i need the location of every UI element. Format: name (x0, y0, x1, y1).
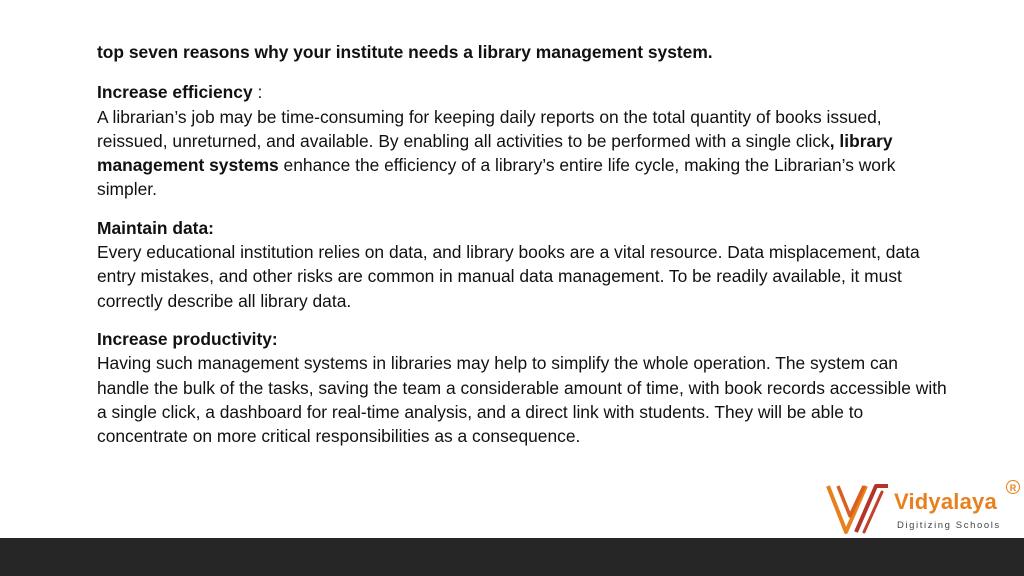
section-maintain-data (97, 216, 947, 313)
section-title: Maintain data: (97, 217, 214, 238)
footer-bar (0, 538, 1024, 576)
brand-tagline: Digitizing Schools (897, 520, 1001, 531)
section-title-suffix: : (252, 82, 263, 103)
section-body-text-end: enhance the efficiency of a library’s entire life cycle, making the Librarian’s work simpler. (97, 155, 896, 200)
section-body (97, 105, 947, 202)
section-body-text: A librarian’s job may be time-consuming for keeping daily reports on the total quantity of books issued, reissued, unreturned, and available. By enabling all activities to be performed with a single click (97, 106, 882, 151)
section-increase-efficiency (97, 80, 947, 201)
section-title: Increase efficiency (97, 82, 253, 103)
section-body: Every educational institution relies on data, and library books are a vital resource. Data misplacement, data entry mistakes, and other risks are common in manual data management. To be readily available, it must correctly describe all library data. (97, 242, 920, 311)
registered-mark: R (1006, 480, 1020, 494)
vidyalaya-v-logo-icon (826, 482, 892, 536)
section-body-emphasis: , library management systems (97, 130, 893, 176)
vidyalaya-logo (826, 478, 1022, 538)
slide-heading: top seven reasons why your institute needs a library management system. (97, 42, 713, 62)
section-body: Having such management systems in libraries may help to simplify the whole operation. The system can handle the bulk of the tasks, saving the team a considerable amount of time, with book records accessible with a single click, a dashboard for real-time analysis, and a direct link with students. They will be able to concentrate on more critical responsibilities as a consequence. (97, 353, 947, 447)
brand-name: Vidyalaya (894, 489, 997, 514)
slide-content (97, 40, 947, 462)
section-title: Increase productivity: (97, 328, 278, 349)
section-increase-productivity (97, 327, 947, 448)
